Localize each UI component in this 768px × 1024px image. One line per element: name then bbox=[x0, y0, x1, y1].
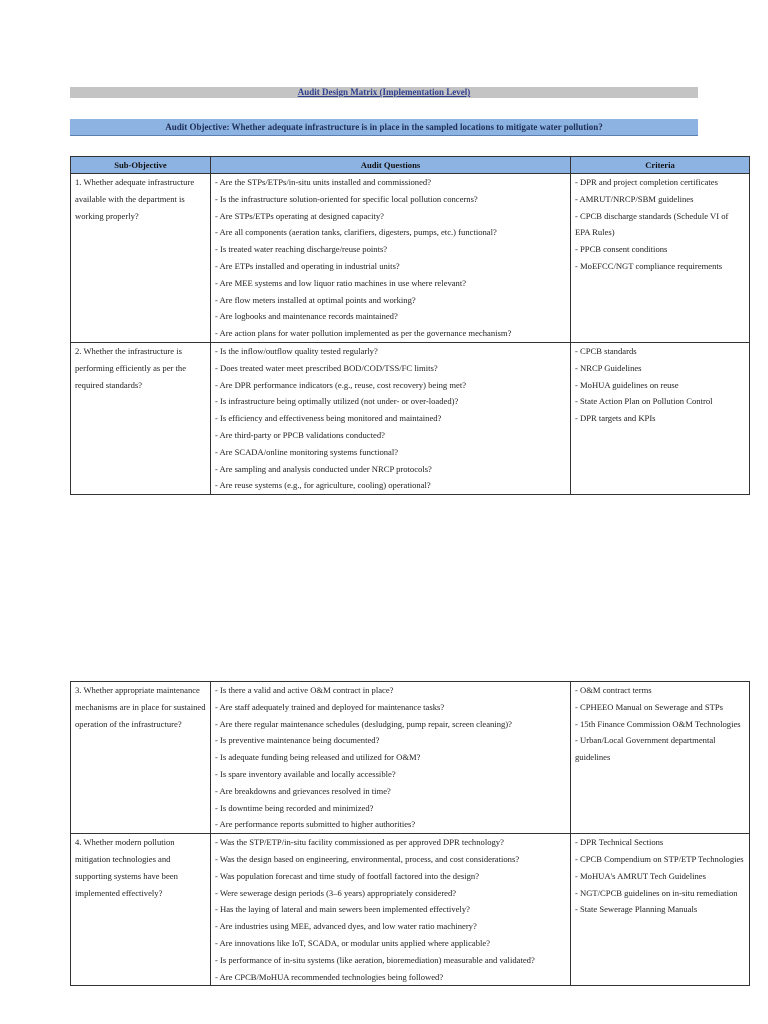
audit-question: - Are staff adequately trained and deployed for maintenance tasks? bbox=[215, 701, 445, 712]
criteria-item: - NGT/CPCB guidelines on in-situ remediation bbox=[575, 887, 738, 898]
question-list bbox=[215, 682, 566, 833]
audit-question: - Are action plans for water pollution implemented as per the governance mechanism? bbox=[215, 328, 512, 339]
criteria-item: - DPR targets and KPIs bbox=[575, 413, 656, 424]
audit-question: - Is efficiency and effectiveness being monitored and maintained? bbox=[215, 413, 442, 424]
sub-objective-text: 2. Whether the infrastructure is performing efficiently as per the required standards? bbox=[75, 345, 187, 390]
criteria-item: - MoEFCC/NGT compliance requirements bbox=[575, 260, 723, 271]
audit-question: - Are there regular maintenance schedules (desludging, pump repair, screen cleaning)? bbox=[215, 718, 512, 729]
criteria-item: - MoHUA's AMRUT Tech Guidelines bbox=[575, 870, 706, 881]
criteria-item: - State Action Plan on Pollution Control bbox=[575, 396, 713, 407]
questions-cell bbox=[211, 174, 571, 343]
sub-objective-cell bbox=[71, 834, 211, 986]
audit-question: - Is adequate funding being released and utilized for O&M? bbox=[215, 752, 421, 763]
audit-question: - Are STPs/ETPs operating at designed capacity? bbox=[215, 210, 384, 221]
table-row bbox=[71, 834, 750, 986]
criteria-list bbox=[575, 174, 745, 275]
table-row bbox=[71, 342, 750, 494]
audit-question: - Are third-party or PPCB validations conducted? bbox=[215, 429, 385, 440]
audit-question: - Are MEE systems and low liquor ratio machines in use where relevant? bbox=[215, 277, 467, 288]
criteria-cell bbox=[571, 682, 750, 834]
audit-question: - Was population forecast and time study of footfall factored into the design? bbox=[215, 870, 480, 881]
audit-question: - Are reuse systems (e.g., for agriculture, cooling) operational? bbox=[215, 480, 431, 491]
sub-objective-text: 3. Whether appropriate maintenance mechanisms are in place for sustained operation of the infrastructure? bbox=[75, 685, 206, 729]
criteria-item: - DPR Technical Sections bbox=[575, 837, 664, 848]
audit-question: - Are innovations like IoT, SCADA, or modular units applied where applicable? bbox=[215, 937, 491, 948]
audit-question: - Was the STP/ETP/in-situ facility commissioned as per approved DPR technology? bbox=[215, 837, 504, 848]
audit-question: - Is there a valid and active O&M contract in place? bbox=[215, 685, 394, 695]
audit-matrix-table-part-2 bbox=[70, 681, 750, 986]
questions-cell bbox=[211, 342, 571, 494]
audit-question: - Are CPCB/MoHUA recommended technologies being followed? bbox=[215, 971, 444, 982]
matrix-title: Audit Design Matrix (Implementation Level) bbox=[297, 87, 471, 97]
audit-question: - Is performance of in-situ systems (like aeration, bioremediation) measurable and validated? bbox=[215, 954, 535, 965]
audit-question: - Are SCADA/online monitoring systems functional? bbox=[215, 446, 399, 457]
criteria-item: - 15th Finance Commission O&M Technologies bbox=[575, 718, 741, 729]
audit-question: - Were sewerage design periods (3–6 years) appropriately considered? bbox=[215, 887, 457, 898]
audit-question: - Is the inflow/outflow quality tested regularly? bbox=[215, 345, 378, 356]
audit-question: - Is spare inventory available and locally accessible? bbox=[215, 768, 396, 779]
questions-cell bbox=[211, 834, 571, 986]
question-list bbox=[215, 834, 566, 985]
audit-question: - Are sampling and analysis conducted under NRCP protocols? bbox=[215, 463, 432, 474]
audit-question: - Is infrastructure being optimally utilized (not under- or over-loaded)? bbox=[215, 396, 459, 407]
criteria-item: - AMRUT/NRCP/SBM guidelines bbox=[575, 193, 694, 204]
sub-objective-text: 4. Whether modern pollution mitigation technologies and supporting systems have been implemented effectively? bbox=[75, 837, 178, 898]
audit-question: - Was the design based on engineering, environmental, process, and cost considerations? bbox=[215, 853, 520, 864]
audit-question: - Are industries using MEE, advanced dyes, and low water ratio machinery? bbox=[215, 921, 477, 932]
audit-question: - Is treated water reaching discharge/reuse points? bbox=[215, 244, 388, 255]
sub-objective-cell bbox=[71, 174, 211, 343]
audit-question: - Is preventive maintenance being documented? bbox=[215, 735, 380, 746]
audit-question: - Are DPR performance indicators (e.g., reuse, cost recovery) being met? bbox=[215, 379, 467, 390]
header-audit-questions: Audit Questions bbox=[211, 157, 571, 174]
audit-question: - Has the laying of lateral and main sewers been implemented effectively? bbox=[215, 904, 470, 915]
criteria-item: - PPCB consent conditions bbox=[575, 244, 668, 255]
criteria-list bbox=[575, 834, 745, 918]
table-header-row bbox=[71, 157, 750, 174]
criteria-item: - CPCB standards bbox=[575, 345, 637, 356]
criteria-list bbox=[575, 343, 745, 427]
criteria-item: - Urban/Local Government departmental guidelines bbox=[575, 735, 716, 763]
audit-matrix-table-part-1 bbox=[70, 156, 750, 495]
question-list bbox=[215, 343, 566, 494]
audit-question: - Is downtime being recorded and minimized? bbox=[215, 802, 374, 813]
sub-objective-text: 1. Whether adequate infrastructure available with the department is working properly? bbox=[75, 177, 195, 221]
table-row bbox=[71, 682, 750, 834]
audit-question: - Are breakdowns and grievances resolved in time? bbox=[215, 785, 391, 796]
audit-question: - Is the infrastructure solution-oriented for specific local pollution concerns? bbox=[215, 193, 478, 204]
audit-question: - Are all components (aeration tanks, clarifiers, digesters, pumps, etc.) functional? bbox=[215, 227, 497, 238]
criteria-item: - State Sewerage Planning Manuals bbox=[575, 904, 698, 915]
criteria-cell bbox=[571, 342, 750, 494]
audit-objective-banner: Audit Objective: Whether adequate infrastructure is in place in the sampled locations to mitigate water pollution? bbox=[70, 119, 698, 136]
audit-question: - Does treated water meet prescribed BOD/COD/TSS/FC limits? bbox=[215, 362, 438, 373]
questions-cell bbox=[211, 682, 571, 834]
audit-question: - Are logbooks and maintenance records maintained? bbox=[215, 311, 398, 322]
criteria-item: - NRCP Guidelines bbox=[575, 362, 642, 373]
audit-question: - Are the STPs/ETPs/in-situ units installed and commissioned? bbox=[215, 177, 432, 187]
criteria-item: - MoHUA guidelines on reuse bbox=[575, 379, 679, 390]
criteria-list bbox=[575, 682, 745, 766]
criteria-item: - O&M contract terms bbox=[575, 685, 652, 695]
header-criteria: Criteria bbox=[571, 157, 750, 174]
matrix-title-bar bbox=[70, 87, 698, 98]
criteria-item: - DPR and project completion certificates bbox=[575, 177, 718, 187]
criteria-cell bbox=[571, 834, 750, 986]
criteria-item: - CPHEEO Manual on Sewerage and STPs bbox=[575, 701, 723, 712]
criteria-item: - CPCB Compendium on STP/ETP Technologies bbox=[575, 853, 744, 864]
header-sub-objective: Sub-Objective bbox=[71, 157, 211, 174]
criteria-cell bbox=[571, 174, 750, 343]
question-list bbox=[215, 174, 566, 342]
criteria-item: - CPCB discharge standards (Schedule VI of EPA Rules) bbox=[575, 210, 729, 238]
sub-objective-cell bbox=[71, 682, 211, 834]
sub-objective-cell bbox=[71, 342, 211, 494]
table-row bbox=[71, 174, 750, 343]
audit-question: - Are performance reports submitted to higher authorities? bbox=[215, 819, 416, 830]
audit-question: - Are flow meters installed at optimal points and working? bbox=[215, 294, 416, 305]
audit-question: - Are ETPs installed and operating in industrial units? bbox=[215, 260, 400, 271]
